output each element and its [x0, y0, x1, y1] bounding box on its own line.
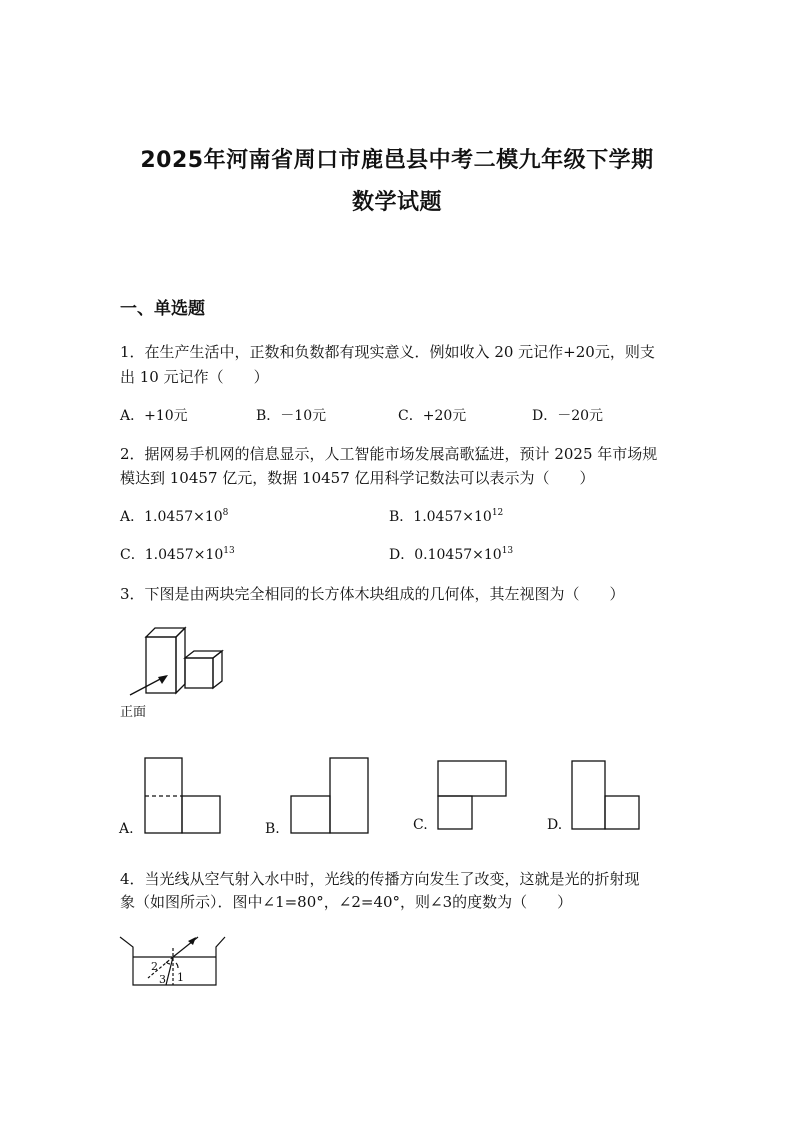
question-2-option-a[interactable]	[120, 506, 228, 526]
question-3-front-label: 正面	[120, 705, 147, 720]
question-1-option-a[interactable]: A．+10元	[120, 408, 188, 424]
question-1-text-line1: 1．在生产生活中，正数和负数都有现实意义．例如收入 20 元记作+20元，则支	[120, 343, 655, 361]
option-exponent: 13	[223, 546, 235, 556]
option-exponent: 13	[501, 546, 514, 556]
option-exponent: 8	[222, 508, 229, 518]
question-1-option-c[interactable]: C．+20元	[398, 408, 467, 424]
question-2-text-line1: 2．据网易手机网的信息显示，人工智能市场发展高歌猛进，预计 2025 年市场规	[120, 445, 658, 463]
question-2-option-b[interactable]	[389, 506, 503, 526]
option-base: 1.0457×10	[413, 509, 492, 525]
angle-2-label: 2	[151, 960, 158, 973]
section-heading-single-choice: 一、单选题	[120, 299, 205, 319]
question-3-option-c[interactable]: C.	[413, 817, 428, 833]
question-1-option-b[interactable]: B．－10元	[256, 408, 327, 424]
question-3-option-b[interactable]: B.	[265, 821, 280, 837]
option-label: B．	[389, 509, 414, 525]
question-3-text-line1: 3．下图是由两块完全相同的长方体木块组成的几何体，其左视图为（ ）	[120, 585, 625, 603]
question-2-text-line2: 模达到 10457 亿元，数据 10457 亿用科学记数法可以表示为（ ）	[120, 469, 595, 487]
angle-3-label: 3	[159, 973, 166, 986]
angle-1-label: 1	[177, 971, 184, 984]
question-4-text-line2: 象（如图所示）．图中∠1=80°，∠2=40°，则∠3的度数为（ ）	[120, 893, 573, 911]
question-3-option-a[interactable]: A.	[119, 821, 134, 837]
option-base: 1.0457×10	[144, 509, 223, 525]
option-label: C．	[120, 547, 145, 563]
question-4-text-line1: 4．当光线从空气射入水中时，光线的传播方向发生了改变，这就是光的折射现	[120, 870, 640, 888]
question-2-option-d[interactable]	[389, 544, 513, 564]
option-label: D．	[389, 547, 415, 563]
question-1-option-d[interactable]: D．－20元	[532, 408, 604, 424]
page-title: 2025年河南省周口市鹿邑县中考二模九年级下学期	[140, 148, 654, 173]
page-subtitle: 数学试题	[351, 190, 442, 215]
option-base: 1.0457×10	[144, 547, 224, 563]
option-base: 0.10457×10	[414, 547, 502, 563]
question-2-option-c[interactable]	[120, 544, 235, 564]
option-label: A．	[120, 509, 145, 525]
question-3-option-d[interactable]: D.	[547, 817, 563, 833]
option-exponent: 12	[491, 508, 504, 518]
question-1-text-line2: 出 10 元记作（ ）	[120, 368, 269, 386]
